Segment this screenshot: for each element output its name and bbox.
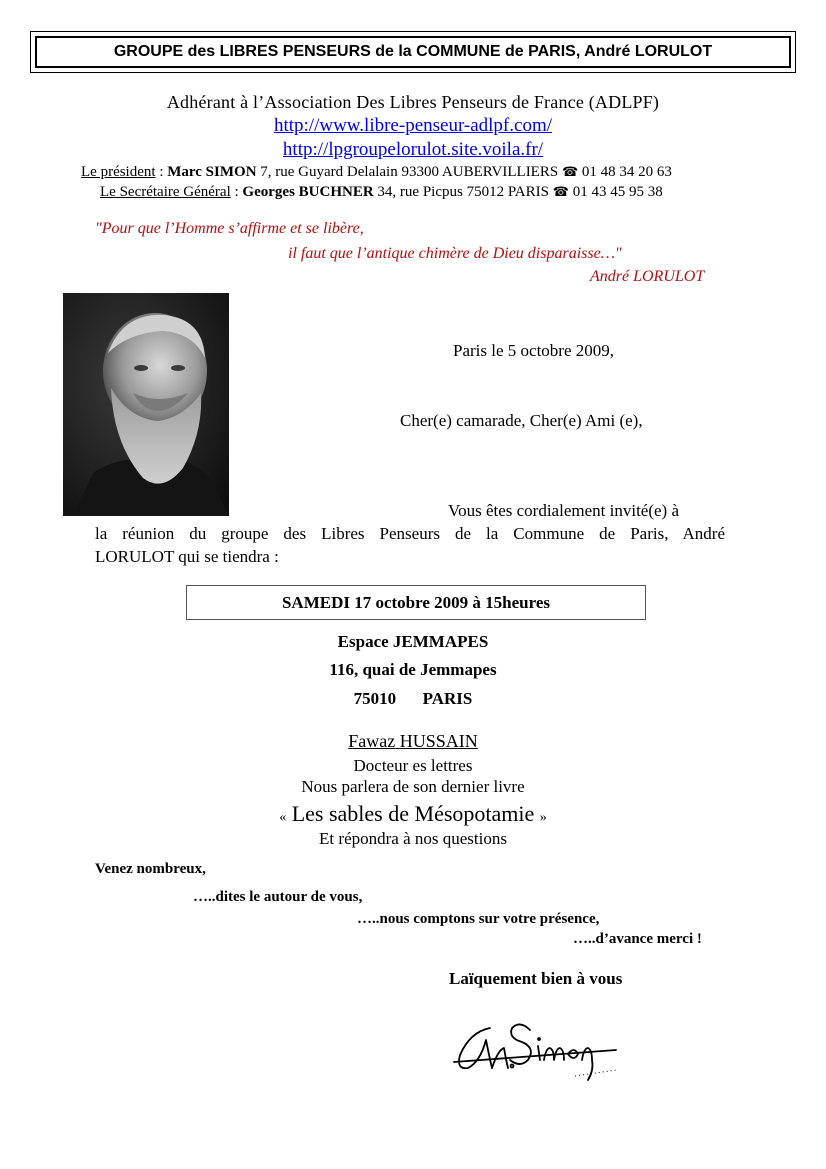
closing-line-3: …..nous comptons sur votre présence, — [357, 911, 600, 927]
secretary-address: 34, rue Picpus 75012 PARIS — [373, 184, 553, 200]
speaker-last-name: HUSSAIN — [399, 731, 478, 751]
book-quote-open: « — [279, 810, 287, 825]
closing-line-1: Venez nombreux, — [95, 861, 206, 877]
portrait-drawing — [63, 293, 229, 516]
book-quote-close: » — [539, 810, 547, 825]
salutation: Laïquement bien à vous — [449, 969, 623, 988]
signature-drawing — [450, 1010, 620, 1085]
portrait-photo — [63, 293, 229, 516]
president-address: 7, rue Guyard Delalain 93300 AUBERVILLIERS — [256, 164, 562, 180]
president-label: Le président — [81, 164, 156, 180]
event-venue: Espace JEMMAPES — [337, 632, 489, 651]
affiliation-line: Adhérant à l’Association Des Libres Penseurs de France (ADLPF) — [166, 92, 660, 112]
president-sep: : — [155, 164, 168, 180]
president-name: Marc SIMON — [167, 164, 257, 180]
book-title: Les sables de Mésopotamie — [291, 801, 535, 826]
event-postcode: 75010 — [353, 689, 397, 708]
signature — [450, 1010, 620, 1085]
secretary-name: Georges BUCHNER — [242, 184, 374, 200]
adlpf-link[interactable]: http://www.libre-penseur-adlpf.com/ — [273, 115, 553, 136]
questions-line: Et répondra à nos questions — [319, 829, 507, 848]
intro-line-1: Vous êtes cordialement invité(e) à — [448, 501, 679, 520]
intro-line-3: LORULOT qui se tiendra : — [95, 547, 279, 566]
group-site-link[interactable]: http://lpgroupelorulot.site.voila.fr/ — [282, 139, 544, 160]
letter-date: Paris le 5 octobre 2009, — [453, 341, 614, 360]
speaker-name — [0, 731, 826, 752]
event-date: SAMEDI 17 octobre 2009 à 15heures — [281, 592, 551, 612]
intro-line-2: la réunion du groupe des Libres Penseurs de la Commune de Paris, André — [95, 524, 725, 543]
quote-line-2: il faut que l’antique chimère de Dieu disparaisse…" — [288, 245, 622, 262]
speaker-first-name: Fawaz — [348, 731, 396, 751]
event-date-box — [186, 585, 646, 620]
president-line — [81, 164, 672, 181]
event-city-line — [0, 689, 826, 709]
secretary-label: Le Secrétaire Général — [100, 184, 231, 200]
secretary-sep: : — [230, 184, 243, 200]
header-frame — [30, 31, 796, 73]
secretary-line — [100, 184, 663, 201]
phone-icon: ☎ — [552, 185, 569, 200]
book-line — [0, 801, 826, 827]
closing-line-2: …..dites le autour de vous, — [193, 889, 363, 905]
event-city: PARIS — [422, 689, 473, 708]
closing-line-4: …..d’avance merci ! — [573, 931, 702, 947]
quote-author: André LORULOT — [590, 268, 705, 285]
secretary-phone: 01 43 45 95 38 — [572, 184, 663, 200]
page-title: GROUPE des LIBRES PENSEURS de la COMMUNE de PARIS, André LORULOT — [35, 36, 791, 68]
letter-greeting: Cher(e) camarade, Cher(e) Ami (e), — [400, 411, 643, 430]
talk-intro: Nous parlera de son dernier livre — [301, 777, 525, 796]
president-phone: 01 48 34 20 63 — [581, 164, 672, 180]
quote-line-1: "Pour que l’Homme s’affirme et se libère, — [95, 220, 364, 237]
event-street: 116, quai de Jemmapes — [329, 660, 497, 679]
speaker-title: Docteur es lettres — [353, 756, 473, 775]
phone-icon: ☎ — [561, 165, 579, 180]
